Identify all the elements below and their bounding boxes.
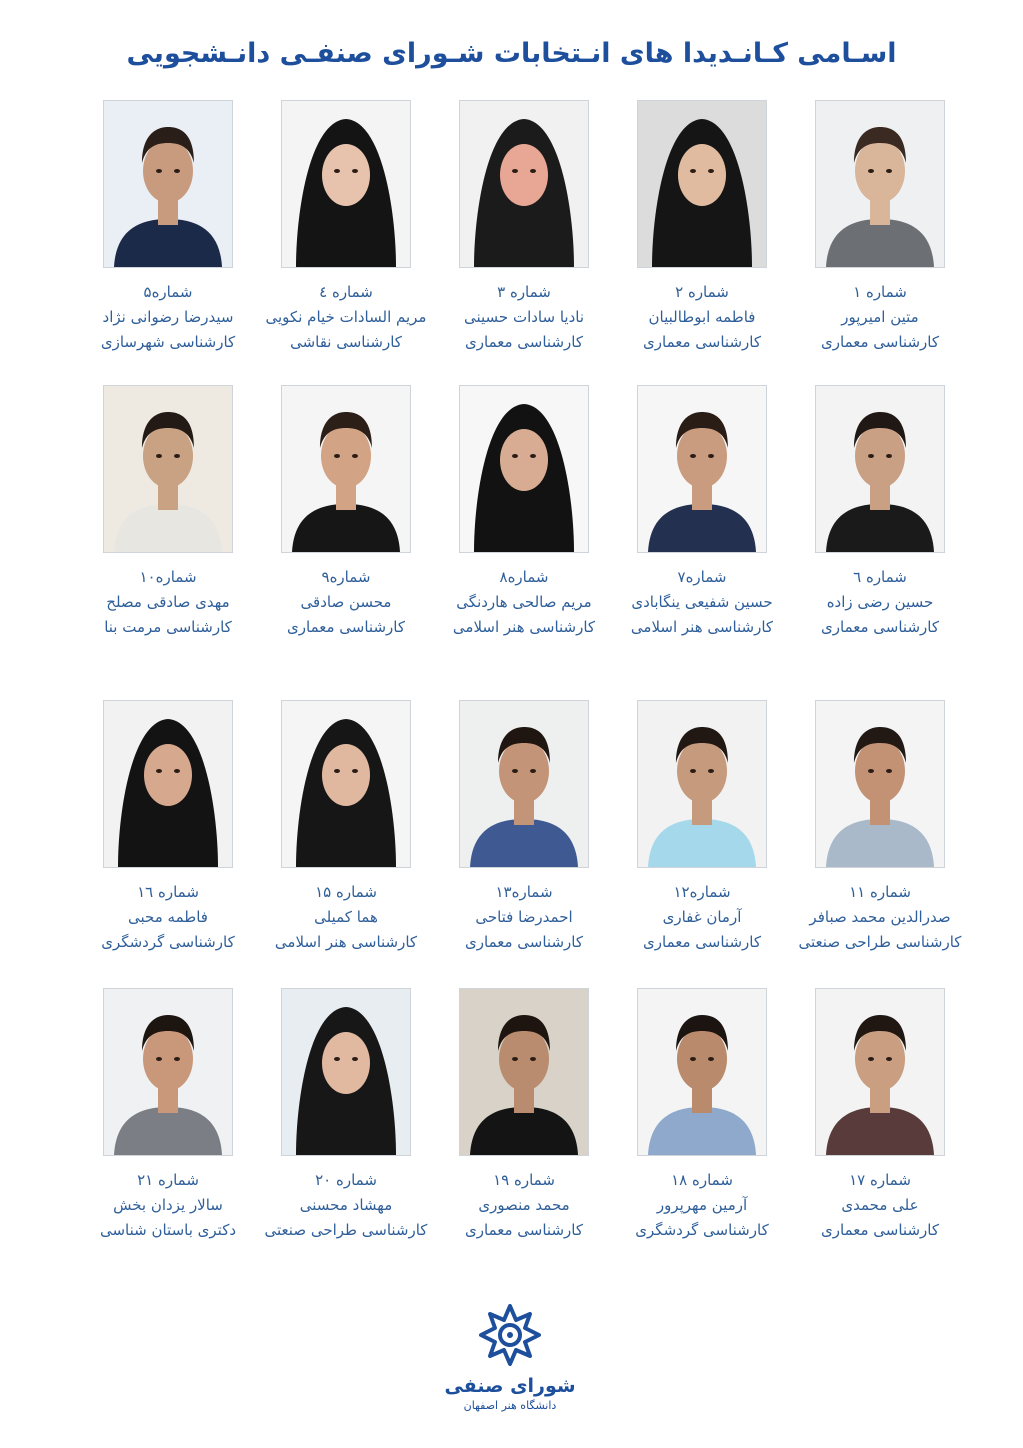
portrait-icon — [282, 386, 410, 552]
portrait-icon — [282, 701, 410, 867]
portrait-icon — [816, 386, 944, 552]
logo-subtitle: دانشگاه هنر اصفهان — [463, 1399, 557, 1412]
candidate-field: کارشناسی شهرسازی — [100, 333, 236, 351]
candidate-number: شماره ۱۱ — [849, 883, 911, 901]
portrait-icon — [638, 101, 766, 267]
candidate-number: شماره ۱۵ — [315, 883, 377, 901]
candidate-name: مهدی صادقی مصلح — [106, 593, 230, 611]
candidate-card — [78, 385, 258, 640]
candidate-field: کارشناسی معماری — [287, 618, 405, 636]
council-emblem-icon — [475, 1300, 545, 1370]
candidate-field: کارشناسی معماری — [821, 333, 939, 351]
portrait-icon — [638, 701, 766, 867]
candidate-photo — [103, 100, 233, 268]
candidate-number: شماره۱۰ — [139, 568, 197, 586]
candidate-name: مریم صالحی هاردنگی — [456, 593, 592, 611]
candidate-photo — [281, 988, 411, 1156]
candidate-number: شماره ٦ — [853, 568, 907, 586]
candidate-photo — [459, 385, 589, 553]
candidate-field: کارشناسی هنر اسلامی — [274, 933, 418, 951]
candidate-name: مریم السادات خیام نکویی — [265, 308, 427, 326]
council-logo — [440, 1300, 580, 1414]
portrait-icon — [282, 989, 410, 1155]
candidate-field: دکتری باستان شناسی — [99, 1221, 237, 1239]
candidate-name: صدرالدین محمد صبافر — [809, 908, 951, 926]
candidate-field: کارشناسی گردشگری — [635, 1221, 769, 1239]
candidate-photo — [103, 988, 233, 1156]
candidate-photo — [815, 385, 945, 553]
candidate-field: کارشناسی طراحی صنعتی — [264, 1221, 428, 1239]
candidate-card — [434, 100, 614, 355]
candidate-photo — [637, 385, 767, 553]
candidate-card — [78, 700, 258, 955]
candidate-field: کارشناسی معماری — [465, 333, 583, 351]
portrait-icon — [104, 989, 232, 1155]
candidate-card — [612, 385, 792, 640]
candidate-photo — [459, 100, 589, 268]
candidate-photo — [815, 700, 945, 868]
portrait-icon — [460, 701, 588, 867]
candidate-name: احمدرضا فتاحی — [475, 908, 573, 926]
candidate-name: آرمان غفاری — [662, 908, 742, 926]
candidate-photo — [637, 988, 767, 1156]
candidate-card — [434, 988, 614, 1243]
candidate-name: حسین شفیعی ینگابادی — [631, 593, 773, 611]
candidate-card — [78, 988, 258, 1243]
candidate-field: کارشناسی هنر اسلامی — [452, 618, 596, 636]
candidate-number: شماره ۱۸ — [671, 1171, 733, 1189]
candidate-field: کارشناسی نقاشی — [290, 333, 402, 351]
candidate-field: کارشناسی معماری — [465, 933, 583, 951]
candidate-field: کارشناسی مرمت بنا — [104, 618, 232, 636]
candidate-number: شماره۵ — [143, 283, 193, 301]
candidate-card — [790, 100, 970, 355]
candidate-card — [612, 988, 792, 1243]
candidate-name: سیدرضا رضوانی نژاد — [102, 308, 234, 326]
candidate-name: فاطمه ابوطالبیان — [648, 308, 756, 326]
candidate-number: شماره ۱۷ — [849, 1171, 911, 1189]
candidate-field: کارشناسی گردشگری — [101, 933, 235, 951]
candidate-field: کارشناسی معماری — [821, 1221, 939, 1239]
candidate-number: شماره۱۲ — [673, 883, 731, 901]
portrait-icon — [460, 989, 588, 1155]
candidate-number: شماره۷ — [677, 568, 727, 586]
candidate-name: هما کمیلی — [314, 908, 378, 926]
portrait-icon — [104, 101, 232, 267]
candidate-photo — [459, 988, 589, 1156]
portrait-icon — [816, 101, 944, 267]
candidate-card — [78, 100, 258, 355]
candidate-card — [256, 100, 436, 355]
candidate-photo — [459, 700, 589, 868]
candidate-number: شماره ٤ — [319, 283, 373, 301]
candidate-photo — [815, 100, 945, 268]
candidate-number: شماره۱۳ — [495, 883, 553, 901]
portrait-icon — [282, 101, 410, 267]
candidate-name: محسن صادقی — [300, 593, 392, 611]
candidate-name: سالار یزدان بخش — [113, 1196, 223, 1214]
candidate-card — [256, 385, 436, 640]
candidate-photo — [281, 385, 411, 553]
candidate-photo — [281, 700, 411, 868]
candidate-photo — [103, 700, 233, 868]
portrait-icon — [104, 701, 232, 867]
candidate-field: کارشناسی طراحی صنعتی — [798, 933, 962, 951]
candidate-name: محمد منصوری — [478, 1196, 570, 1214]
portrait-icon — [460, 386, 588, 552]
candidate-card — [612, 100, 792, 355]
portrait-icon — [638, 386, 766, 552]
candidate-photo — [103, 385, 233, 553]
candidate-field: کارشناسی معماری — [821, 618, 939, 636]
candidate-name: علی محمدی — [841, 1196, 919, 1214]
candidate-card — [256, 700, 436, 955]
candidate-name: نادیا سادات حسینی — [463, 308, 585, 326]
candidate-card — [434, 700, 614, 955]
candidate-name: حسین رضی زاده — [826, 593, 934, 611]
candidate-number: شماره۸ — [499, 568, 549, 586]
candidate-name: فاطمه محبی — [128, 908, 208, 926]
portrait-icon — [460, 101, 588, 267]
candidate-number: شماره ۲۱ — [137, 1171, 199, 1189]
candidate-name: متین امیرپور — [841, 308, 919, 326]
portrait-icon — [816, 989, 944, 1155]
candidate-name: آرمین مهرپرور — [656, 1196, 748, 1214]
candidate-card — [790, 988, 970, 1243]
candidate-photo — [815, 988, 945, 1156]
candidate-number: شماره ۲ — [675, 283, 729, 301]
candidate-number: شماره ۱٦ — [137, 883, 199, 901]
candidate-name: مهشاد محسنی — [299, 1196, 393, 1214]
candidate-field: کارشناسی معماری — [643, 933, 761, 951]
portrait-icon — [638, 989, 766, 1155]
candidate-number: شماره ۳ — [497, 283, 551, 301]
candidate-photo — [637, 100, 767, 268]
candidate-card — [790, 700, 970, 955]
candidate-field: کارشناسی هنر اسلامی — [630, 618, 774, 636]
portrait-icon — [104, 386, 232, 552]
page-title: اسـامی کـانـدیدا های انـتخابات شـورای صنفـی دانـشجویی — [126, 38, 897, 69]
candidate-field: کارشناسی معماری — [465, 1221, 583, 1239]
portrait-icon — [816, 701, 944, 867]
candidate-photo — [281, 100, 411, 268]
candidate-field: کارشناسی معماری — [643, 333, 761, 351]
candidate-card — [434, 385, 614, 640]
candidate-number: شماره ۱ — [853, 283, 907, 301]
candidate-card — [790, 385, 970, 640]
candidate-photo — [637, 700, 767, 868]
candidate-card — [612, 700, 792, 955]
candidate-number: شماره۹ — [321, 568, 371, 586]
candidate-number: شماره ۱۹ — [493, 1171, 555, 1189]
candidate-card — [256, 988, 436, 1243]
logo-title: شورای صنفی — [444, 1375, 576, 1397]
candidate-number: شماره ۲۰ — [315, 1171, 377, 1189]
